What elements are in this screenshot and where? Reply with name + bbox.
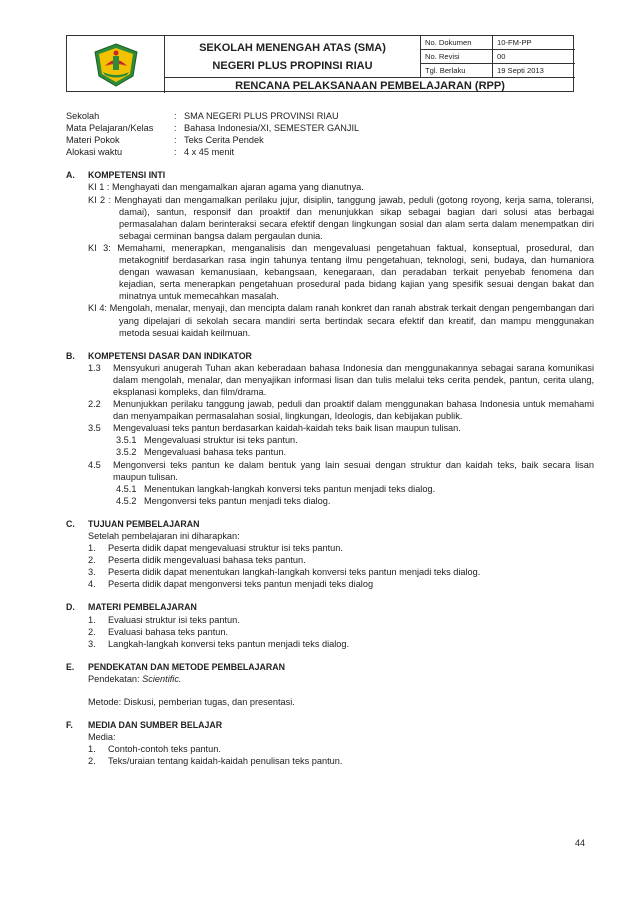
method-line: Metode: Diskusi, pemberian tugas, dan presentasi. bbox=[88, 697, 295, 708]
section-tujuan bbox=[66, 518, 594, 591]
list-item: 3. Peserta didik dapat menentukan langkah-langkah konversi teks pantun menjadi teks dialog. bbox=[88, 567, 481, 578]
identity-key: Alokasi waktu bbox=[66, 147, 123, 158]
list-item: 2. Teks/uraian tentang kaidah-kaidah penulisan teks pantun. bbox=[88, 756, 343, 767]
section-kompetensi-dasar bbox=[66, 350, 594, 507]
document-body bbox=[66, 110, 594, 768]
section-heading: E. PENDEKATAN DAN METODE PEMBELAJARAN bbox=[66, 661, 285, 672]
identity-key: Sekolah bbox=[66, 111, 100, 121]
list-item: 1. Evaluasi struktur isi teks pantun. bbox=[88, 614, 240, 625]
section-media bbox=[66, 719, 594, 767]
indicator-number: 3.5.2 bbox=[116, 447, 137, 458]
list-item: 3. Langkah-langkah konversi teks pantun menjadi teks dialog. bbox=[88, 638, 350, 649]
revision-value: 00 bbox=[493, 50, 575, 64]
kd-text: Menunjukkan perilaku tanggung jawab, peduli dan proaktif dalam menggunakan bahasa Indonesia untuk memahami dan menyampaikan permasalahan sosial, lingkungan, Ideologis, dan kebijakan publik. bbox=[113, 399, 594, 422]
indicator-number: 4.5.2 bbox=[116, 495, 137, 506]
list-item: 2. Peserta didik mengevaluasi bahasa teks pantun. bbox=[88, 555, 306, 566]
section-kompetensi-inti bbox=[66, 169, 594, 338]
section-heading: B. KOMPETENSI DASAR DAN INDIKATOR bbox=[66, 350, 252, 361]
indicator-number: 3.5.1 bbox=[116, 435, 137, 446]
identity-key: Mata Pelajaran/Kelas bbox=[66, 123, 154, 134]
effective-date-label: Tgl. Berlaku bbox=[421, 64, 493, 78]
indicator-item bbox=[66, 446, 594, 458]
kd-item bbox=[66, 422, 594, 434]
indicator-text: Mengevaluasi bahasa teks pantun. bbox=[144, 447, 286, 458]
doc-number-label: No. Dokumen bbox=[421, 36, 493, 50]
riau-emblem-logo bbox=[91, 42, 141, 88]
section-heading: D. MATERI PEMBELAJARAN bbox=[66, 602, 197, 613]
ki-item: KI 4: Mengolah, menalar, menyaji, dan mencipta dalam ranah konkret dan ranah abstrak terkait dengan pengembangan dari yang dipelajari di sekolah secara mandiri serta bertindak secara efektif dan kreatif, dan mampu menggunakan metoda sesuai kaidah keilmuan. bbox=[88, 303, 594, 338]
indicator-item bbox=[66, 483, 594, 495]
section-intro: Media: bbox=[88, 732, 116, 743]
school-line-2: NEGERI PLUS PROPINSI RIAU bbox=[212, 59, 373, 72]
approach-line: Pendekatan: Scientific. bbox=[88, 673, 182, 684]
document-title: RENCANA PELAKSANAAN PEMBELAJARAN (RPP) bbox=[235, 79, 505, 92]
kd-item bbox=[66, 362, 594, 398]
indicator-text: Menentukan langkah-langkah konversi teks pantun menjadi teks dialog. bbox=[144, 483, 436, 494]
effective-date-value: 19 Septi 2013 bbox=[493, 64, 575, 78]
identity-value: Teks Cerita Pendek bbox=[184, 135, 264, 146]
identity-block bbox=[66, 110, 594, 158]
section-heading: F. MEDIA DAN SUMBER BELAJAR bbox=[66, 720, 223, 731]
identity-row: Materi Pokok : Teks Cerita Pendek bbox=[66, 135, 264, 146]
list-item: 2. Evaluasi bahasa teks pantun. bbox=[88, 626, 229, 637]
kd-text: Mengevaluasi teks pantun berdasarkan kaidah-kaidah teks baik lisan maupun tulisan. bbox=[113, 423, 461, 434]
kd-number: 1.3 bbox=[88, 362, 101, 373]
kd-item bbox=[66, 398, 594, 422]
kd-number: 2.2 bbox=[88, 399, 101, 410]
list-item: 1. Contoh-contoh teks pantun. bbox=[88, 744, 221, 755]
school-name-cell bbox=[165, 36, 421, 78]
indicator-number: 4.5.1 bbox=[116, 483, 137, 494]
page-number: 44 bbox=[575, 838, 586, 848]
ki-item: KI 3: Memahami, menerapkan, menganalisis dan mengevaluasi pengetahuan faktual, konseptual, prosedural, dan metakognitif berdasarkan rasa ingin tahunya tentang ilmu pengetahuan, teknologi, seni, budaya, dan humaniora dengan wawasan kemanusiaan, kebangsaan, kenegaraan, dan peradaban terkait penyebab fenomena dan kejadian, serta menerapkan pengetahuan prosedural pada bidang kajian yang spesifik sesuai dengan bakat dan minatnya untuk memecahkan masalah. bbox=[88, 242, 595, 302]
section-heading: A. KOMPETENSI INTI bbox=[66, 170, 166, 181]
section-intro: Setelah pembelajaran ini diharapkan: bbox=[88, 531, 240, 541]
kd-item bbox=[66, 459, 594, 483]
indicator-text: Mengonversi teks pantun menjadi teks dialog. bbox=[144, 495, 331, 506]
header-table bbox=[66, 35, 574, 92]
identity-value: Bahasa Indonesia/XI, SEMESTER GANJIL bbox=[184, 123, 360, 134]
revision-label: No. Revisi bbox=[421, 50, 493, 64]
section-pendekatan bbox=[66, 661, 594, 708]
logo-cell bbox=[67, 36, 165, 93]
section-heading: C. TUJUAN PEMBELAJARAN bbox=[66, 518, 200, 529]
identity-value: 4 x 45 menit bbox=[184, 147, 235, 158]
ki-item: KI 1 : Menghayati dan mengamalkan ajaran agama yang dianutnya. bbox=[88, 182, 364, 193]
kd-text: Mensyukuri anugerah Tuhan akan keberadaan bahasa Indonesia dan menggunakannya sebagai sarana komunikasi dalam mengolah, menalar, dan menyajikan informasi lisan dan tulis melalui teks cerita pendek, pantun, cerita ulang, eksplanasi kompleks, dan film/drama. bbox=[113, 362, 594, 397]
identity-key: Materi Pokok bbox=[66, 135, 120, 146]
section-materi bbox=[66, 601, 594, 649]
identity-row: Sekolah : SMA NEGERI PLUS PROVINSI RIAU bbox=[66, 111, 339, 121]
indicator-item bbox=[66, 495, 594, 507]
identity-value: SMA NEGERI PLUS PROVINSI RIAU bbox=[184, 111, 339, 121]
list-item: 4. Peserta didik dapat mengonversi teks pantun menjadi teks dialog bbox=[88, 579, 374, 590]
doc-number-value: 10-FM-PP bbox=[493, 36, 575, 50]
school-line-1: SEKOLAH MENENGAH ATAS (SMA) bbox=[199, 41, 386, 54]
indicator-text: Mengevaluasi struktur isi teks pantun. bbox=[144, 435, 298, 446]
kd-number: 4.5 bbox=[88, 459, 101, 470]
indicator-item bbox=[66, 434, 594, 446]
kd-number: 3.5 bbox=[88, 423, 101, 434]
identity-row: Alokasi waktu : 4 x 45 menit bbox=[66, 147, 235, 158]
kd-text: Mengonversi teks pantun ke dalam bentuk yang lain sesuai dengan struktur dan kaidah teks, baik secara lisan maupun tulisan. bbox=[113, 459, 594, 482]
ki-item: KI 2 : Menghayati dan mengamalkan perilaku jujur, disiplin, tanggung jawab, peduli (gotong royong, kerja sama, toleransi, damai), santun, responsif dan proaktif dan menunjukkan sikap sebagai bagian dari solusi atas berbagai permasalahan dalam berinteraksi secara efektif dengan lingkungan sosial dan alam serta dalam menempatkan diri sebagai cerminan bangsa dalam pergaulan dunia. bbox=[88, 194, 594, 241]
identity-row: Mata Pelajaran/Kelas : Bahasa Indonesia/XI, SEMESTER GANJIL bbox=[66, 123, 360, 134]
list-item: 1. Peserta didik dapat mengevaluasi struktur isi teks pantun. bbox=[88, 543, 343, 554]
